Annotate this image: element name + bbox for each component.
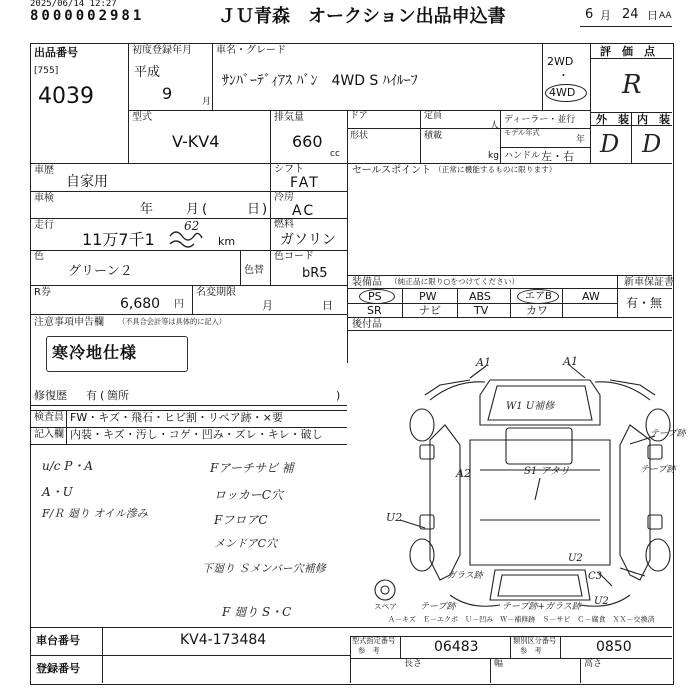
- inspector-item: ×要: [262, 411, 283, 424]
- mileage-unit: km: [218, 235, 236, 248]
- date-day-char: 日: [647, 9, 658, 22]
- inspector-separator: ・: [92, 428, 103, 441]
- equipment-sr: SR: [367, 304, 382, 317]
- remark-item: A・U: [42, 485, 73, 499]
- category-sub: 参 考: [520, 647, 542, 656]
- equipment-abs: ABS: [469, 290, 491, 303]
- diagram-mark: W1 U補修: [506, 401, 555, 412]
- recycle-value: 6,680: [120, 296, 161, 312]
- sales-point-sub: （正常に機能するものに限ります）: [434, 166, 557, 175]
- handle-label: ハンドル: [504, 151, 541, 161]
- document-number: 8000002981: [30, 8, 145, 24]
- handle-value: 左・右: [541, 150, 574, 163]
- inspector-separator: ・: [124, 428, 136, 441]
- chassis-value: KV4-173484: [180, 632, 267, 648]
- diagram-mark: A1: [563, 355, 578, 368]
- inspector-item: 凹み: [201, 428, 224, 441]
- mileage-label: 走行: [34, 220, 54, 231]
- date-day: 24: [622, 7, 639, 22]
- cooling-value: AC: [292, 203, 316, 219]
- fuel-label: 燃料: [274, 219, 294, 230]
- car-name-label: 車名・グレード: [216, 45, 286, 56]
- diagram-mark: U2: [594, 596, 609, 607]
- recycle-unit: 円: [174, 299, 184, 310]
- inspector-item: 内装: [70, 428, 92, 441]
- door-label: ドア: [350, 111, 368, 121]
- damage-legend: Ａ－キズ Ｅ－エクボ Ｕ－凹み Ｗ－補修跡 Ｓ－サビ Ｃ－腐食 ＸＸ－交換済: [388, 616, 655, 625]
- mileage-handwritten: 62: [184, 219, 200, 233]
- remark-item: Fアーチサビ 補: [210, 461, 294, 475]
- drive-2wd: 2WD: [547, 55, 574, 68]
- lot-number: 4039: [38, 84, 94, 109]
- remark-item: メンドアC穴: [214, 537, 278, 550]
- date-month-char: 月: [600, 9, 611, 22]
- shape-label: 形状: [350, 131, 369, 141]
- name-change-day-char: 日: [322, 299, 333, 312]
- inspector-separator: ・: [120, 411, 131, 424]
- color-value: グリーン２: [68, 264, 133, 279]
- notes-label: 注意事項申告欄: [34, 317, 104, 328]
- inspection-day-char: 日: [247, 202, 261, 217]
- name-change-label: 名変期限: [196, 287, 236, 298]
- load-unit: kg: [488, 151, 499, 161]
- color-label: 色: [34, 251, 44, 262]
- repair-bracket-open: (: [100, 389, 105, 402]
- inspector-separator: ・: [197, 411, 208, 424]
- inspector-separator: ・: [157, 428, 169, 441]
- exterior-label: 外 装: [596, 113, 629, 126]
- diagram-mark: A1: [476, 356, 491, 369]
- equipment-navi: ナビ: [419, 304, 441, 317]
- inspection-year-char: 年: [140, 202, 154, 217]
- category-label: 類別区分番号: [513, 637, 557, 646]
- remark-item: 下廻り Ｓメンバー穴補修: [202, 562, 326, 575]
- diagram-mark: C3: [588, 571, 603, 582]
- inspector-item: FW: [70, 411, 88, 424]
- inspector-item: コゲ: [168, 428, 191, 441]
- equipment-airbag: エアB: [525, 291, 552, 302]
- repair-bracket-close: ): [336, 389, 341, 402]
- diagram-mark: ガラス跡: [447, 571, 483, 581]
- warranty-label: 新車保証書: [624, 277, 674, 288]
- inspection-month-char: 月: [186, 202, 200, 217]
- type-designation-sub: 参 考: [358, 647, 380, 656]
- model-value: V-KV4: [172, 132, 220, 151]
- cooling-label: 冷房: [274, 192, 294, 203]
- notes-stamp: 寒冷地仕様: [52, 343, 138, 362]
- capacity-unit: 人: [490, 121, 500, 131]
- inspector-item: キレ: [267, 428, 290, 441]
- model-year-label: モデル年式: [504, 129, 540, 138]
- first-registration-month-unit: 月: [202, 97, 212, 107]
- score-value: R: [622, 70, 642, 100]
- inspector-item: キズ: [103, 428, 125, 441]
- inspector-separator: ・: [153, 411, 164, 424]
- interior-label: 内 装: [637, 113, 670, 126]
- color-change-label: 色替: [244, 265, 264, 276]
- repair-tail: 箇所: [107, 389, 129, 402]
- date-month: 6: [585, 7, 594, 22]
- inspector-item: ズレ: [234, 428, 257, 441]
- equipment-sub: （純正品に限り○をつけてください）: [390, 278, 520, 287]
- inspector-separator: ・: [190, 428, 202, 441]
- diagram-mark: U2: [568, 553, 583, 564]
- shift-value: FAT: [290, 175, 320, 191]
- remark-item: u/c P・A: [42, 459, 94, 473]
- equipment-tv: TV: [474, 304, 489, 317]
- color-code-value: bR5: [302, 266, 328, 281]
- remark-item: FフロアC: [214, 513, 268, 527]
- first-registration-year: 9: [162, 84, 173, 103]
- equipment-leather: カワ: [526, 304, 548, 317]
- drive-4wd-circled: 4WD: [549, 86, 576, 99]
- inspector-separator: ・: [289, 428, 301, 441]
- document-title: ＪＵ青森 オークション出品申込書: [218, 6, 506, 27]
- exterior-value: D: [600, 130, 620, 158]
- chassis-label: 車台番号: [36, 634, 80, 647]
- inspector-item: キズ: [98, 411, 120, 424]
- diagram-mark: スペア: [374, 603, 397, 612]
- remark-item: F/Ｒ 廻り オイル滲み: [42, 507, 148, 520]
- repair-value: 有: [86, 389, 97, 402]
- score-label: 評 価 点: [600, 45, 655, 58]
- diagram-mark: テープ跡: [640, 465, 676, 475]
- size-length-label: 長さ: [404, 659, 423, 669]
- diagram-mark: テープ跡: [420, 602, 456, 612]
- first-registration-label: 初度登録年月: [132, 45, 192, 56]
- category-value: 0850: [596, 639, 632, 655]
- size-height-label: 高さ: [584, 659, 603, 669]
- displacement-value: 660: [292, 132, 323, 151]
- displacement-label: 排気量: [274, 112, 304, 123]
- sales-point-label: セールスポイント: [352, 165, 432, 176]
- lot-number-sub: [755]: [34, 66, 59, 76]
- inspector-item: 破し: [300, 428, 323, 441]
- diagram-mark: テープ跡+ガラス跡: [502, 602, 581, 612]
- color-code-label: 色コード: [274, 251, 314, 262]
- model-year-unit: 年: [576, 135, 586, 145]
- equipment-ps: PS: [368, 290, 382, 303]
- diagram-mark: U2: [386, 511, 403, 524]
- aftermarket-label: 後付品: [352, 319, 382, 330]
- warranty-value: 有・無: [626, 296, 663, 310]
- inspector-item: 汚し: [135, 428, 158, 441]
- repair-label: 修復歴: [34, 389, 67, 402]
- mileage-printed: 11万7千1: [82, 230, 155, 249]
- inspector-separator: ・: [251, 411, 263, 424]
- first-registration-era: 平成: [134, 65, 161, 80]
- diagram-mark: A2: [456, 467, 471, 480]
- inspector-item: ヒビ割: [164, 411, 197, 424]
- diagram-mark: テープ跡: [650, 429, 686, 439]
- notes-sub: （不具合会計等は具体的に記入）: [118, 318, 227, 327]
- capacity-label: 定員: [424, 111, 443, 121]
- diagram-mark: S1 アタリ: [524, 466, 570, 477]
- name-change-month-char: 月: [262, 299, 273, 312]
- drive-dot: ・: [558, 69, 569, 82]
- equipment-aw: AW: [582, 290, 600, 303]
- type-designation-value: 06483: [434, 639, 479, 655]
- inspector-item: 飛石: [131, 411, 153, 424]
- shift-label: シフト: [274, 164, 304, 175]
- lot-number-label: 出品番号: [34, 46, 78, 59]
- print-timestamp: 2025/06/14 12:27: [30, 0, 117, 9]
- load-label: 積載: [424, 131, 443, 141]
- equipment-pw: PW: [419, 290, 437, 303]
- recycle-label: R券: [34, 287, 51, 298]
- inspector-separator: ・: [87, 411, 99, 424]
- history-value: 自家用: [66, 174, 108, 190]
- remark-item: F 廻り S・C: [222, 605, 292, 619]
- size-width-label: 幅: [494, 659, 504, 669]
- history-label: 車歴: [34, 165, 54, 176]
- model-label: 型式: [132, 112, 152, 123]
- registration-label: 登録番号: [36, 662, 80, 675]
- dealer-label: ディーラー・並行: [504, 115, 576, 125]
- fuel-value: ガソリン: [280, 232, 336, 248]
- inspector-separator: ・: [256, 428, 268, 441]
- date-suffix: AA: [659, 11, 672, 21]
- displacement-unit: cc: [330, 149, 340, 159]
- car-name-value: ｻﾝﾊﾞｰﾃﾞｨｱｽ ﾊﾞﾝ 4WD S ﾊｲﾙｰﾌ: [222, 73, 418, 89]
- inspection-label: 車検: [34, 193, 54, 204]
- remark-item: ロッカーC穴: [214, 488, 283, 502]
- inspector-label-1: 検査員: [34, 412, 64, 423]
- inspector-label-2: 記入欄: [34, 429, 64, 440]
- inspection-paren-open: (: [202, 202, 208, 217]
- equipment-label: 装備品: [352, 277, 382, 288]
- type-designation-label: 型式指定番号: [352, 637, 396, 646]
- inspector-item: リペア跡: [208, 411, 252, 424]
- interior-value: D: [642, 130, 662, 158]
- inspector-separator: ・: [223, 428, 235, 441]
- inspection-paren-close: ): [262, 202, 268, 217]
